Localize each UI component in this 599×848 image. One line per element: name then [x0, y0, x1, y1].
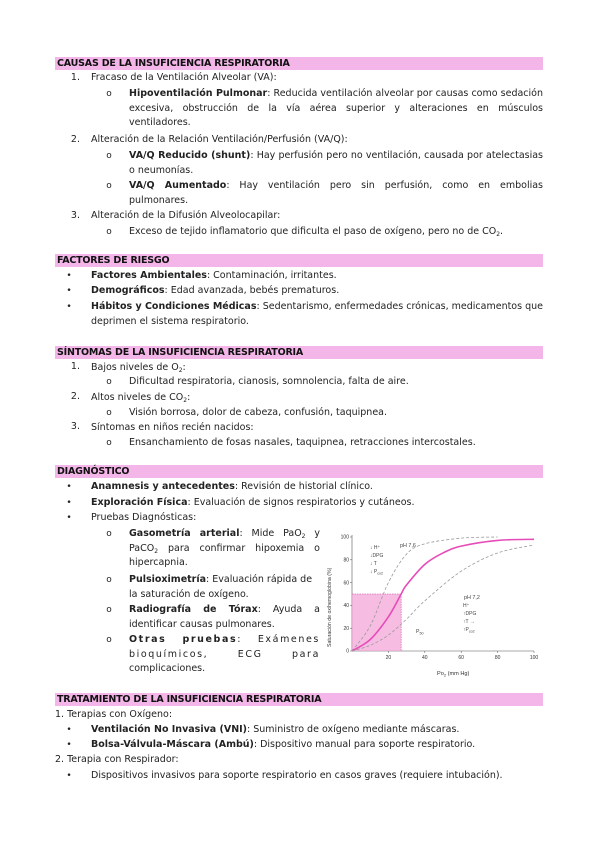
- bullet-icon: •: [66, 286, 72, 296]
- list-item-radiografia: Radiografía de Tórax: Ayuda a identificar causas pulmonares.: [129, 604, 320, 630]
- svg-text:H⁺: H⁺: [463, 603, 470, 609]
- list-item: Visión borrosa, dolor de cabeza, confusión, taquipnea.: [129, 407, 388, 418]
- list-item-text: 2. Terapia con Respirador:: [55, 754, 179, 765]
- list-item-text: Altos niveles de $CO_2$:: [91, 392, 191, 404]
- oxyhemoglobin-dissociation-chart: [322, 527, 544, 679]
- ph76-label: pH 7,6: [400, 543, 416, 549]
- list-item-otras: Otras pruebas: Exámenes bioquímicos, ECG para complicaciones.: [129, 634, 320, 674]
- circle-bullet-icon: o: [106, 227, 112, 237]
- svg-text:↑DPG: ↑DPG: [463, 611, 477, 617]
- svg-text:↓DPG: ↓DPG: [370, 553, 384, 559]
- list-item-gasometria: Gasometría arterial: Mide PaO$_2$ y PaCO$_2$ para confirmar hipoxemia o hipercapnia.: [129, 528, 320, 568]
- list-item: [129, 149, 543, 178]
- list-item-text: Alteración de la Difusión Alveolocapilar:: [91, 210, 281, 221]
- y-axis-label: Saturación de oxihemoglobina (%): [327, 567, 333, 647]
- list-number: 3.: [70, 210, 80, 221]
- section-header-sintomas: [55, 346, 543, 359]
- p50-label: $P_{50}$: [416, 629, 424, 636]
- list-item: Exploración Física: Evaluación de signos respiratorios y cutáneos.: [91, 497, 415, 508]
- definition: : Reducida ventilación alveolar por causas como sedación excesiva, obstrucción de la vía aérea superior y alteraciones en músculos ventiladores.: [129, 88, 543, 128]
- list-item-text: Alteración de la Relación Ventilación/Perfusión (VA/Q):: [91, 134, 348, 145]
- ph72-label: pH 7,2: [464, 595, 480, 601]
- list-item: Exceso de tejido inflamatorio que dificulta el paso de oxígeno, pero no de $CO_2$.: [129, 226, 504, 238]
- y-tick-label: 80: [343, 557, 349, 564]
- circle-bullet-icon: o: [106, 575, 112, 585]
- list-item: Demográficos: Edad avanzada, bebés prematuros.: [91, 285, 340, 296]
- section-title: SÍNTOMAS DE LA INSUFICIENCIA RESPIRATORIA: [57, 347, 304, 358]
- bullet-icon: •: [66, 740, 72, 750]
- section-title: TRATAMIENTO DE LA INSUFICIENCIA RESPIRATORIA: [57, 694, 322, 705]
- list-item-text: Bajos niveles de $O_2$:: [91, 362, 186, 374]
- list-item: Bolsa-Válvula-Máscara (Ambú): Dispositivo manual para soporte respiratorio.: [91, 739, 476, 750]
- right-legend: [463, 603, 476, 633]
- list-number: 1.: [70, 72, 80, 83]
- circle-bullet-icon: o: [106, 635, 112, 645]
- left-legend: [370, 545, 383, 575]
- x-tick-label: 20: [385, 655, 392, 661]
- bullet-icon: •: [66, 771, 72, 781]
- list-number: 3.: [70, 421, 80, 432]
- definition: : Hay ventilación pero sin perfusión, como en embolias pulmonares.: [129, 180, 543, 206]
- svg-text:↑Pco2: $↑P_{co2}$: [463, 627, 475, 634]
- y-tick-label: 60: [343, 580, 349, 587]
- circle-bullet-icon: o: [106, 89, 112, 99]
- term: VA/Q Aumentado: [129, 180, 227, 191]
- section-header-diagnostico: [55, 465, 543, 478]
- list-item: Ensanchamiento de fosas nasales, taquipnea, retracciones intercostales.: [129, 437, 476, 448]
- y-tick-label: 0: [346, 648, 349, 655]
- list-number: 2.: [70, 134, 80, 145]
- list-item-text: 1. Terapias con Oxígeno:: [55, 709, 173, 720]
- x-tick-label: 40: [422, 655, 428, 661]
- circle-bullet-icon: o: [106, 408, 112, 418]
- bullet-icon: •: [66, 271, 72, 281]
- section-header-causas: [55, 57, 543, 70]
- term: VA/Q Reducido (shunt): [129, 150, 251, 161]
- x-tick-label: 80: [494, 655, 501, 661]
- list-item: Ventilación No Invasiva (VNI): Suministro de oxígeno mediante máscaras.: [91, 724, 460, 735]
- circle-bullet-icon: o: [106, 181, 112, 191]
- bullet-icon: •: [66, 498, 72, 508]
- section-title: DIAGNÓSTICO: [57, 466, 130, 477]
- list-item-text: Síntomas en niños recién nacidos:: [91, 422, 254, 433]
- x-tick-label: 60: [458, 655, 464, 661]
- list-item: [129, 87, 543, 131]
- list-item: Dispositivos invasivos para soporte respiratorio en casos graves (requiere intubación).: [91, 770, 503, 781]
- circle-bullet-icon: o: [106, 438, 112, 448]
- circle-bullet-icon: o: [106, 605, 112, 615]
- svg-text:↑T →: ↑T →: [463, 619, 475, 625]
- list-item-text: Fracaso de la Ventilación Alveolar (VA):: [91, 72, 277, 83]
- section-header-factores: [55, 254, 543, 267]
- list-number: 1.: [70, 361, 80, 372]
- list-number: 2.: [70, 391, 80, 402]
- circle-bullet-icon: o: [106, 151, 112, 161]
- circle-bullet-icon: o: [106, 529, 112, 539]
- y-tick-label: 20: [343, 625, 349, 632]
- x-tick-label: 100: [529, 655, 539, 661]
- svg-text:↓ H⁺: ↓ H⁺: [370, 545, 381, 551]
- list-item: Anamnesis y antecedentes: Revisión de historial clínico.: [91, 481, 373, 492]
- bullet-icon: •: [66, 302, 72, 312]
- list-item: Pruebas Diagnósticas:: [91, 512, 197, 523]
- y-tick-label: 100: [340, 534, 349, 541]
- list-item-pulsioximetria: Pulsioximetría: Evaluación rápida de la saturación de oxígeno.: [129, 574, 313, 600]
- bullet-icon: •: [66, 482, 72, 492]
- section-title: CAUSAS DE LA INSUFICIENCIA RESPIRATORIA: [57, 58, 290, 69]
- list-item: Hábitos y Condiciones Médicas: Sedentarismo, enfermedades crónicas, medicamentos que deprimen el sistema respiratorio.: [91, 301, 543, 327]
- bullet-icon: •: [66, 513, 72, 523]
- list-item: Factores Ambientales: Contaminación, irritantes.: [91, 270, 337, 281]
- svg-text:↓ T: ↓ T: [370, 561, 377, 567]
- x-axis-label: $Po_2$ (mm Hg): [437, 671, 470, 678]
- definition: : Hay perfusión pero no ventilación, causada por atelectasias o neumonías.: [129, 150, 544, 176]
- section-header-tratamiento: [55, 693, 543, 706]
- section-title: FACTORES DE RIESGO: [57, 255, 170, 266]
- bullet-icon: •: [66, 725, 72, 735]
- list-item: [129, 179, 543, 208]
- circle-bullet-icon: o: [106, 377, 112, 387]
- y-tick-label: 40: [343, 603, 349, 610]
- term: Hipoventilación Pulmonar: [129, 88, 268, 99]
- svg-text:↓ Pco2: ↓ $P_{co2}$: [370, 569, 384, 576]
- list-item: Dificultad respiratoria, cianosis, somnolencia, falta de aire.: [129, 376, 409, 387]
